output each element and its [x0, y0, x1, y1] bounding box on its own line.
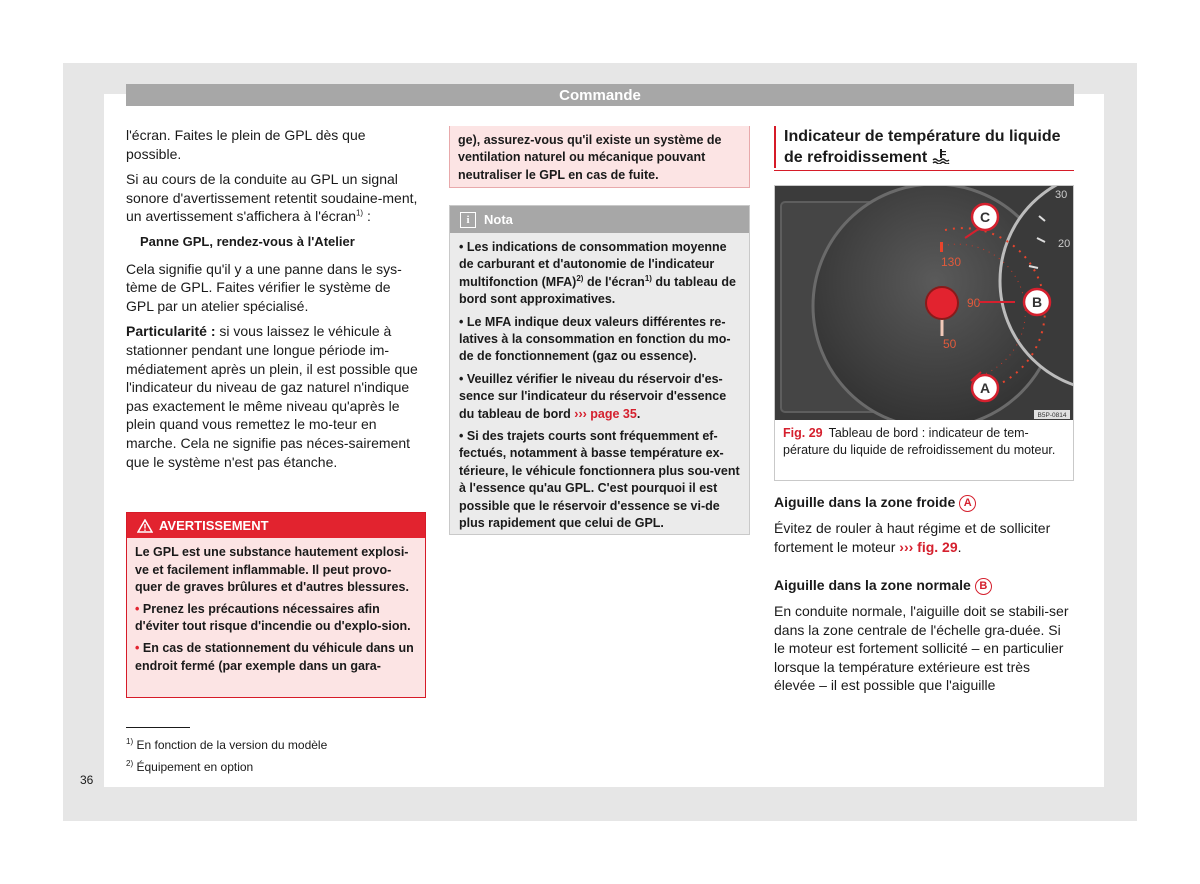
footnote: $^{2)}$ Équipement en option [126, 759, 254, 774]
section-rule [774, 170, 1074, 171]
warning-bullet: • Prenez les précautions nécessaires afin d'éviter tout risque d'incendie ou d'explo-sion. [135, 601, 411, 634]
tick-label-20: 20 [1058, 238, 1071, 250]
note-box [449, 205, 750, 535]
figure-caption: Fig. 29 Tableau de bord : indicateur de tem-pérature du liquide de refroidissement du moteur. [783, 426, 1056, 457]
svg-text:A: A [979, 380, 991, 396]
marker-b: B [975, 578, 992, 595]
figure-link[interactable]: ››› fig. 29 [899, 538, 958, 555]
tick-label-90: 90 [967, 296, 981, 310]
warning-bullet: • En cas de stationnement du véhicule dans un endroit fermé (par exemple dans un gara- [135, 640, 414, 673]
warning-continued: ge), assurez-vous qu'il existe un système de ventilation naturel ou mécanique pouvant neutraliser le GPL en cas de fuite. [449, 126, 750, 188]
note-title: Nota [484, 212, 513, 227]
svg-text:C: C [979, 209, 991, 225]
figure-reference: B5P-0814 [1037, 412, 1067, 419]
column-1 [126, 126, 418, 478]
section-title: Indicateur de température du liquide de refroidissement [774, 126, 1074, 168]
warning-triangle-icon [137, 519, 153, 533]
marker-a: A [959, 495, 976, 512]
paragraph: l'écran. Faites le plein de GPL dès que possible. [126, 127, 366, 162]
paragraph: En conduite normale, l'aiguille doit se stabili-ser dans la zone centrale de l'échelle gra-duée. Si le moteur est fortement sollicité – en particulier lorsque la température extérieure est très élevée – il est possible que l'aiguille [774, 603, 1069, 694]
page-number: 36 [80, 773, 94, 787]
warning-box [126, 512, 426, 698]
display-message: Panne GPL, rendez-vous à l'Atelier [140, 233, 355, 249]
tick-label-30: 30 [1055, 189, 1068, 201]
svg-text:B: B [1031, 294, 1043, 310]
paragraph: Si au cours de la conduite au GPL un signal sonore d'avertissement retentit soudaine-ment, un avertissement s'affichera à l'écran$^{1)}$ : [126, 171, 418, 225]
coolant-temperature-icon [932, 148, 950, 164]
subheading-cold: Aiguille dans la zone froide A [774, 494, 976, 512]
footnote: $^{1)}$ En fonction de la version du modèle [126, 737, 328, 752]
paragraph: Évitez de rouler à haut régime et de solliciter fortement le moteur ››› fig. 29. [774, 520, 1051, 555]
note-bullet: • Si des trajets courts sont fréquemment ef-fectués, notamment à basse température ex-térieure, le véhicule fonctionnera plus sou-vent à l'essence qu'au GPL. C'est pourquoi il est possible que le réservoir d'essence se vi-de plus rapidement que celui de GPL. [459, 429, 740, 531]
instrument-cluster-illustration [775, 186, 1073, 420]
tick-label-50: 50 [943, 337, 957, 351]
subheading-normal: Aiguille dans la zone normale B [774, 577, 992, 595]
paragraph: Particularité : si vous laissez le véhicule à stationner pendant une longue période im-médiatement après un plein, il est possible que l'indicateur du niveau de gaz naturel n'indique pas exactement le même niveau qu'après le plein quand vous remettez le mo-teur en marche. Cela ne signifie pas néces-sairement que le système n'est pas étanche. [126, 323, 418, 470]
page-link[interactable]: ››› page 35 [574, 406, 637, 421]
figure [774, 185, 1074, 481]
tick-label-130: 130 [941, 255, 962, 269]
info-icon: i [460, 212, 476, 228]
warning-header [127, 513, 425, 538]
warning-text: Le GPL est une substance hautement explosi-ve et facilement inflammable. Il peut provo-quer de graves brûlures et d'autres blessures. [135, 545, 409, 595]
note-header [450, 206, 749, 233]
warning-title: AVERTISSEMENT [159, 518, 269, 533]
note-bullet: • Veuillez vérifier le niveau du réservoir d'es-sence sur l'indicateur du réservoir d'essence du tableau de bord ››› page 35. [459, 371, 727, 421]
note-bullet: • Les indications de consommation moyenne de carburant et d'autonomie de l'indicateur multifonction (MFA)$^{2)}$ de l'écran$^{1)}$ du tableau de bord sont approximatives. [459, 240, 736, 307]
paragraph: Cela signifie qu'il y a une panne dans le sys-tème de GPL. Faites vérifier le système de GPL par un atelier spécialisé. [126, 260, 402, 314]
footnote-rule [126, 727, 190, 728]
page-header: Commande [126, 84, 1074, 106]
note-bullet: • Le MFA indique deux valeurs différentes re-latives à la consommation en fonction du mo-de de fonctionnement (gaz ou essence). [459, 314, 731, 364]
